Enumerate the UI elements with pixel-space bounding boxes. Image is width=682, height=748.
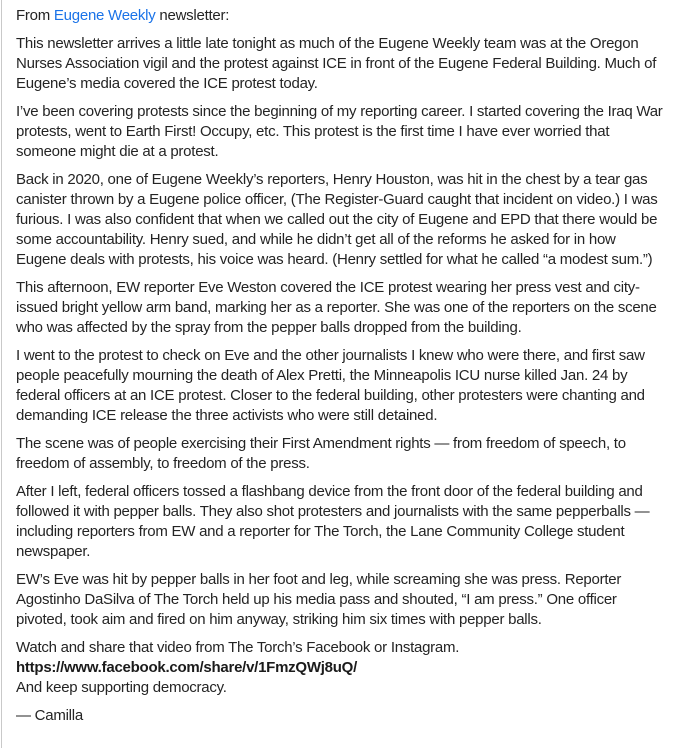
- support-democracy-line: And keep supporting democracy.: [16, 679, 227, 696]
- paragraph-covering-protests: I’ve been covering protests since the beginning of my reporting career. I started covering the Iraq War protests, went to Earth First! Occupy, etc. This protest is the first time I have ever worried that someone might die at a protest.: [16, 103, 663, 160]
- intro-prefix: From: [16, 7, 54, 24]
- paragraph-after-i-left: After I left, federal officers tossed a flashbang device from the front door of the federal building and followed it with pepper balls. They also shot protesters and journalists with the same pepperballs — including reporters from EW and a reporter for The Torch, the Lane Community College student newspaper.: [16, 483, 650, 560]
- paragraph-went-to-protest: I went to the protest to check on Eve and the other journalists I knew who were there, and first saw people peacefully mourning the death of Alex Pretti, the Minneapolis ICU nurse killed Jan. 24 by federal officers at an ICE protest. Closer to the federal building, other protesters were chanting and demanding ICE release the three activists who were still detained.: [16, 347, 645, 424]
- paragraph-ews-eve-hit: EW’s Eve was hit by pepper balls in her foot and leg, while screaming she was press. Reporter Agostinho DaSilva of The Torch held up his media pass and shouted, “I am press.” One officer pivoted, took aim and fired on him anyway, striking him six times with pepper balls.: [16, 571, 622, 628]
- paragraph-back-in-2020: Back in 2020, one of Eugene Weekly’s reporters, Henry Houston, was hit in the chest by a tear gas canister thrown by a Eugene police officer, (The Register-Guard caught that incident on video.) I was furious. I was also confident that when we called out the city of Eugene and EPD that there would be some accountability. Henry sued, and while he didn’t get all of the reforms he asked for in how Eugene deals with protests, his voice was heard. (Henry settled for what he called “a modest sum.”): [16, 171, 658, 268]
- newsletter-content: [16, 6, 666, 726]
- facebook-video-url[interactable]: https://www.facebook.com/share/v/1FmzQWj8uQ/: [16, 659, 358, 676]
- window-left-edge: [1, 0, 2, 748]
- paragraph-first-amendment: The scene was of people exercising their First Amendment rights — from freedom of speech, to freedom of assembly, to freedom of the press.: [16, 435, 626, 472]
- intro-suffix: newsletter:: [155, 7, 230, 24]
- signature-camilla: — Camilla: [16, 707, 83, 724]
- intro-line: [16, 6, 666, 26]
- paragraph-this-afternoon: This afternoon, EW reporter Eve Weston covered the ICE protest wearing her press vest and city-issued bright yellow arm band, marking her as a reporter. She was one of the reporters on the scene who was affected by the spray from the pepper balls dropped from the building.: [16, 279, 657, 336]
- eugene-weekly-link[interactable]: Eugene Weekly: [53, 7, 156, 24]
- closing-block: [16, 638, 666, 698]
- paragraph-newsletter-late: This newsletter arrives a little late tonight as much of the Eugene Weekly team was at the Oregon Nurses Association vigil and the protest against ICE in front of the Eugene Federal Building. Much of Eugene’s media covered the ICE protest today.: [16, 35, 657, 92]
- watch-share-line: Watch and share that video from The Torch’s Facebook or Instagram.: [16, 639, 460, 656]
